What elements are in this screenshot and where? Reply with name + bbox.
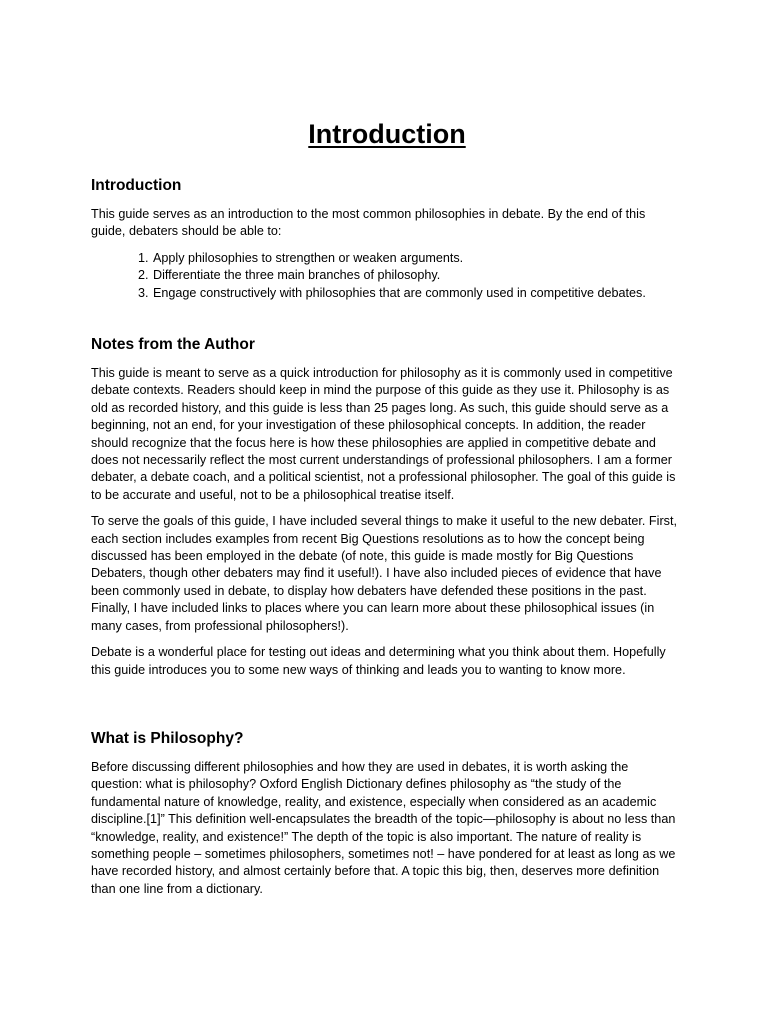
paragraph: Debate is a wonderful place for testing out ideas and determining what you think about them. Hopefully this guide introduces you to some new ways of thinking and leads you to wanting to know more. [91, 645, 666, 677]
list-item: 3. Engage constructively with philosophies that are commonly used in competitive debates. [152, 285, 683, 302]
section-heading: Notes from the Author [91, 336, 255, 353]
objectives-list [91, 250, 683, 302]
section-heading: What is Philosophy? [91, 730, 244, 747]
paragraph: This guide is meant to serve as a quick introduction for philosophy as it is commonly used in competitive debate contexts. Readers should keep in mind the purpose of this guide as they use it. Philosophy is as old as recorded history, and this guide is less than 25 pages long. As such, this guide should serve as a beginning, not an end, for your investigation of these philosophical concepts. In addition, the reader should recognize that the focus here is how these philosophies are applied in competitive debate and does not necessarily reflect the most current understandings of professional philosophers. I am a former debater, a debate coach, and a political scientist, not a professional philosopher. The goal of this guide is to be accurate and useful, not to be a philosophical treatise itself. [91, 366, 676, 502]
section-introduction [91, 176, 683, 302]
section-notes-from-author [91, 335, 683, 688]
paragraph: This guide serves as an introduction to the most common philosophies in debate. By the end of this guide, debaters should be able to: [91, 207, 646, 239]
paragraph: Before discussing different philosophies and how they are used in debates, it is worth asking the question: what is philosophy? Oxford English Dictionary defines philosophy as “the study of the fundamental nature of knowledge, reality, and existence, especially when considered as an academic discipline.[1]” This definition well-encapsulates the breadth of the topic—philosophy is about no less than “knowledge, reality, and existence!” The depth of the topic is also important. The nature of reality is something people – sometimes philosophers, sometimes not! – have pondered for at least as long as we have recorded history, and almost certainly before that. A topic this big, then, deserves more definition than one line from a dictionary. [91, 760, 676, 896]
list-item: 2. Differentiate the three main branches of philosophy. [152, 267, 683, 284]
document-title: Introduction [308, 119, 466, 149]
section-heading: Introduction [91, 177, 182, 194]
paragraph: To serve the goals of this guide, I have included several things to make it useful to the new debater. First, each section includes examples from recent Big Questions resolutions as to how the concept being discussed has been employed in the debate (of note, this guide is made mostly for Big Questions Debaters, though other debaters may find it useful!). I have also included pieces of evidence that have been commonly used in debate, to display how debaters have defended these positions in the past. Finally, I have included links to places where you can learn more about these philosophical issues (in many cases, from professional philosophers!). [91, 514, 678, 633]
list-item: 1. Apply philosophies to strengthen or weaken arguments. [152, 250, 683, 267]
section-what-is-philosophy [91, 729, 683, 907]
